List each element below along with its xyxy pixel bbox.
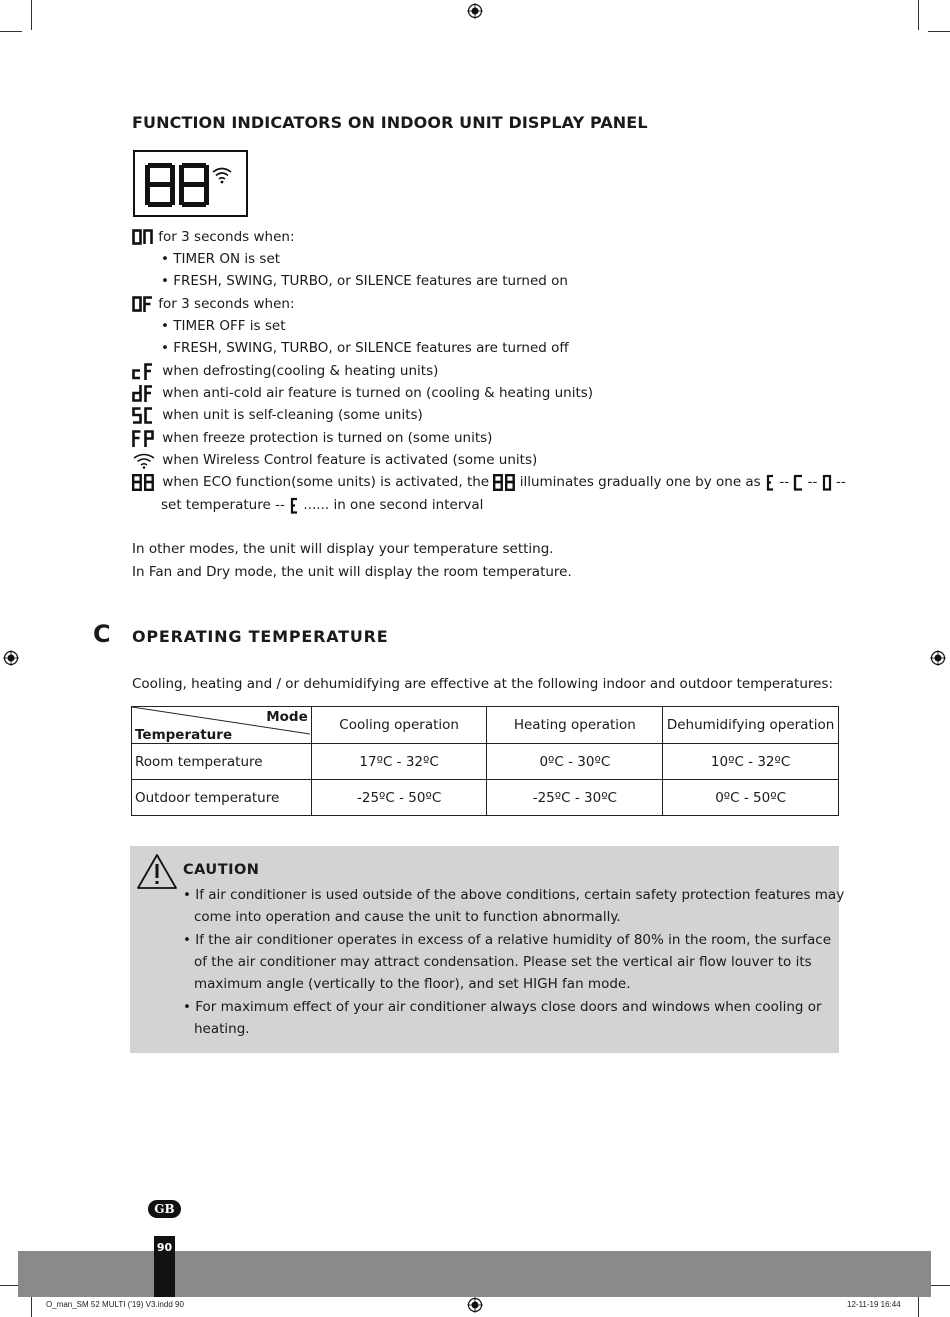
eco-segment-step2-icon (793, 474, 803, 491)
eco-sep: -- (779, 474, 790, 490)
caution-title: CAUTION (183, 862, 260, 878)
indicator-of-text: for 3 seconds when: (158, 296, 295, 312)
indicator-fp (132, 428, 492, 448)
caution-line: • If the air conditioner operates in excess of a relative humidity of 80% in the room, the surface (183, 932, 832, 948)
page-number: 90 (156, 1241, 173, 1254)
column-header: Cooling operation (311, 707, 487, 744)
eco-segment-step1-icon (289, 497, 299, 514)
indicator-cf (132, 361, 438, 381)
caution-line: of the air conditioner may attract condensation. Please set the vertical air flow louver to its (194, 954, 812, 970)
table-cell: 10ºC - 32ºC (663, 744, 839, 780)
eco-segment-step1-icon (765, 474, 775, 491)
crop-mark (918, 0, 919, 30)
table-header-row (132, 707, 839, 744)
eco-sep: -- (807, 474, 818, 490)
indicator-eco-line2 (161, 495, 483, 515)
indicator-eco-text-2: illuminates gradually one by one as (519, 474, 761, 490)
note: In other modes, the unit will display your temperature setting. (132, 541, 554, 557)
list-item: • TIMER OFF is set (161, 318, 286, 334)
crop-mark (928, 1285, 950, 1286)
indicator-wifi (132, 450, 537, 470)
language-badge: GB (148, 1200, 181, 1218)
crop-mark (928, 31, 950, 32)
df-code-icon (132, 385, 154, 402)
indicator-df (132, 383, 593, 403)
row-label: Room temperature (132, 744, 312, 780)
table-cell: 17ºC - 32ºC (311, 744, 487, 780)
caution-line: come into operation and cause the unit to function abnormally. (194, 909, 621, 925)
table-cell: -25ºC - 30ºC (487, 780, 663, 816)
wifi-icon (211, 166, 233, 184)
indicator-sc (132, 405, 423, 425)
operating-temperature-table (131, 706, 839, 816)
column-header: Dehumidifying operation (663, 707, 839, 744)
table-corner-cell (132, 707, 312, 744)
indicator-on (132, 227, 295, 247)
indicator-eco-text-1: when ECO function(some units) is activated, the (162, 474, 490, 490)
indicator-sc-text: when unit is self-cleaning (some units) (162, 407, 423, 423)
indicator-eco (132, 472, 846, 492)
date-slug: 12-11-19 16:44 (847, 1300, 901, 1309)
cf-code-icon (132, 363, 154, 380)
table-cell: -25ºC - 50ºC (311, 780, 487, 816)
wifi-icon (132, 452, 156, 469)
list-item: • FRESH, SWING, TURBO, or SILENCE features are turned on (161, 273, 568, 289)
table-cell: 0ºC - 50ºC (663, 780, 839, 816)
list-item: • FRESH, SWING, TURBO, or SILENCE features are turned off (161, 340, 569, 356)
table-row (132, 780, 839, 816)
indicator-of (132, 294, 295, 314)
warning-triangle-icon (136, 853, 178, 890)
display-panel (133, 150, 248, 217)
on-code-icon (132, 229, 154, 245)
table-cell: 0ºC - 30ºC (487, 744, 663, 780)
indicator-wifi-text: when Wireless Control feature is activated (some units) (162, 452, 538, 468)
registration-mark-icon (3, 650, 19, 666)
note: In Fan and Dry mode, the unit will display the room temperature. (132, 564, 572, 580)
seven-segment-88-icon (145, 162, 211, 208)
caution-line: • If air conditioner is used outside of the above conditions, certain safety protection features may (183, 887, 845, 903)
section-intro: Cooling, heating and / or dehumidifying are effective at the following indoor and outdoor temperatures: (132, 676, 834, 692)
crop-mark (31, 0, 32, 30)
caution-line: maximum angle (vertically to the floor), and set HIGH fan mode. (194, 976, 631, 992)
corner-temperature-label: Temperature (135, 727, 233, 743)
caution-line: • For maximum effect of your air conditioner always close doors and windows when cooling or (183, 999, 822, 1015)
crop-mark (0, 31, 22, 32)
eco-sep: -- (836, 474, 846, 490)
corner-mode-label: Mode (266, 709, 308, 725)
registration-mark-icon (467, 3, 483, 19)
sc-code-icon (132, 407, 154, 424)
section-letter: C (93, 620, 111, 648)
list-item: • TIMER ON is set (161, 251, 281, 267)
fp-code-icon (132, 430, 154, 447)
table-row (132, 744, 839, 780)
indicator-eco-text-4: ...... in one second interval (303, 497, 484, 513)
indicator-on-text: for 3 seconds when: (158, 229, 295, 245)
indicator-df-text: when anti-cold air feature is turned on (cooling & heating units) (162, 385, 594, 401)
page-title: FUNCTION INDICATORS ON INDOOR UNIT DISPLAY PANEL (132, 113, 648, 132)
row-label: Outdoor temperature (132, 780, 312, 816)
eco-segment-step3-icon (822, 474, 832, 491)
indicator-fp-text: when freeze protection is turned on (some units) (162, 430, 493, 446)
of-code-icon (132, 296, 154, 312)
registration-mark-icon (930, 650, 946, 666)
registration-mark-icon (467, 1297, 483, 1313)
caution-line: heating. (194, 1021, 250, 1037)
eco-88-code-icon (493, 474, 515, 491)
column-header: Heating operation (487, 707, 663, 744)
eco-88-code-icon (132, 474, 154, 491)
file-slug: O_man_SM 52 MULTI ('19) V3.indd 90 (46, 1300, 184, 1309)
indicator-eco-text-3: set temperature -- (161, 497, 285, 513)
section-title: OPERATING TEMPERATURE (132, 627, 389, 646)
indicator-cf-text: when defrosting(cooling & heating units) (162, 363, 439, 379)
